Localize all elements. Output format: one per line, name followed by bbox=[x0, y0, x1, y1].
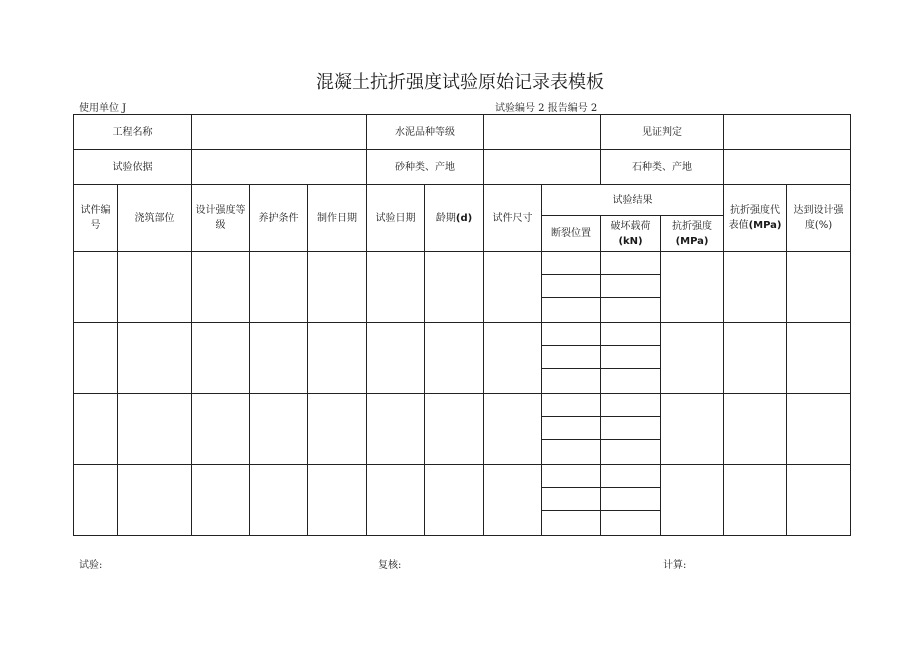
entry-cell[interactable] bbox=[787, 394, 851, 465]
entry-cell[interactable] bbox=[661, 394, 724, 465]
col-flex-strength bbox=[661, 216, 724, 252]
result-cell[interactable] bbox=[601, 346, 661, 369]
col-pct-design: 达到设计强度(%) bbox=[787, 185, 851, 252]
col-size: 试件尺寸 bbox=[484, 185, 542, 252]
entry-cell[interactable] bbox=[724, 323, 787, 394]
entry-cell[interactable] bbox=[250, 465, 308, 536]
stone-field[interactable] bbox=[724, 150, 851, 185]
result-cell[interactable] bbox=[601, 369, 661, 394]
entry-cell[interactable] bbox=[192, 394, 250, 465]
entry-cell[interactable] bbox=[192, 323, 250, 394]
footer-test-label: 试验: bbox=[79, 560, 103, 571]
entry-cell[interactable] bbox=[118, 323, 192, 394]
basis-field[interactable] bbox=[192, 150, 367, 185]
result-cell[interactable] bbox=[542, 298, 601, 323]
entry-cell[interactable] bbox=[367, 323, 425, 394]
footer-review-label: 复核: bbox=[378, 560, 402, 571]
entry-cell[interactable] bbox=[192, 252, 250, 323]
entry-cell[interactable] bbox=[425, 394, 484, 465]
entry-cell[interactable] bbox=[367, 394, 425, 465]
entry-cell[interactable] bbox=[74, 323, 118, 394]
entry-cell[interactable] bbox=[74, 465, 118, 536]
result-cell[interactable] bbox=[542, 323, 601, 346]
cement-grade-label: 水泥品种等级 bbox=[367, 115, 484, 150]
col-break-load bbox=[601, 216, 661, 252]
project-name-field[interactable] bbox=[192, 115, 367, 150]
result-cell[interactable] bbox=[601, 275, 661, 298]
result-cell[interactable] bbox=[542, 394, 601, 417]
entry-cell[interactable] bbox=[425, 465, 484, 536]
cement-grade-field[interactable] bbox=[484, 115, 601, 150]
col-rep-value bbox=[724, 185, 787, 252]
entry-cell[interactable] bbox=[484, 252, 542, 323]
col-rep-value-text: 抗折强度代表值 bbox=[728, 205, 781, 231]
result-cell[interactable] bbox=[542, 465, 601, 488]
col-flex-strength-text: 抗折强度 bbox=[672, 220, 713, 232]
col-make-date: 制作日期 bbox=[308, 185, 367, 252]
entry-cell[interactable] bbox=[484, 465, 542, 536]
entry-cell[interactable] bbox=[192, 465, 250, 536]
record-table bbox=[73, 114, 851, 536]
col-results: 试验结果 bbox=[542, 185, 724, 216]
entry-cell[interactable] bbox=[74, 252, 118, 323]
result-cell[interactable] bbox=[601, 511, 661, 536]
entry-cell[interactable] bbox=[250, 252, 308, 323]
witness-field[interactable] bbox=[724, 115, 851, 150]
entry-cell[interactable] bbox=[484, 394, 542, 465]
project-name-label: 工程名称 bbox=[74, 115, 192, 150]
entry-cell[interactable] bbox=[661, 323, 724, 394]
col-design-grade: 设计强度等级 bbox=[192, 185, 250, 252]
entry-cell[interactable] bbox=[724, 252, 787, 323]
entry-cell[interactable] bbox=[661, 252, 724, 323]
entry-cell[interactable] bbox=[724, 394, 787, 465]
entry-cell[interactable] bbox=[724, 465, 787, 536]
entry-cell[interactable] bbox=[250, 394, 308, 465]
number-label: 试验编号 2 报告编号 2 bbox=[495, 103, 598, 114]
entry-cell[interactable] bbox=[425, 323, 484, 394]
entry-cell[interactable] bbox=[484, 323, 542, 394]
table-row bbox=[74, 465, 851, 488]
result-cell[interactable] bbox=[601, 465, 661, 488]
entry-cell[interactable] bbox=[661, 465, 724, 536]
result-cell[interactable] bbox=[601, 394, 661, 417]
entry-cell[interactable] bbox=[308, 394, 367, 465]
stone-label: 石种类、产地 bbox=[601, 150, 724, 185]
info-row-2 bbox=[74, 150, 851, 185]
entry-cell[interactable] bbox=[787, 323, 851, 394]
result-cell[interactable] bbox=[601, 488, 661, 511]
result-cell[interactable] bbox=[542, 440, 601, 465]
entry-cell[interactable] bbox=[308, 252, 367, 323]
entry-cell[interactable] bbox=[250, 323, 308, 394]
entry-cell[interactable] bbox=[74, 394, 118, 465]
entry-cell[interactable] bbox=[787, 465, 851, 536]
entry-cell[interactable] bbox=[367, 252, 425, 323]
entry-cell[interactable] bbox=[308, 323, 367, 394]
entry-cell[interactable] bbox=[118, 394, 192, 465]
result-cell[interactable] bbox=[601, 440, 661, 465]
result-cell[interactable] bbox=[542, 275, 601, 298]
document-title: 混凝土抗折强度试验原始记录表模板 bbox=[316, 72, 604, 93]
witness-label: 见证判定 bbox=[601, 115, 724, 150]
entry-cell[interactable] bbox=[425, 252, 484, 323]
result-cell[interactable] bbox=[542, 252, 601, 275]
table-row bbox=[74, 323, 851, 346]
entry-cell[interactable] bbox=[308, 465, 367, 536]
result-cell[interactable] bbox=[601, 252, 661, 275]
entry-cell[interactable] bbox=[118, 465, 192, 536]
sand-field[interactable] bbox=[484, 150, 601, 185]
result-cell[interactable] bbox=[542, 511, 601, 536]
col-pour-location: 浇筑部位 bbox=[118, 185, 192, 252]
header-row-1 bbox=[74, 185, 851, 216]
col-break-load-unit: (kN) bbox=[618, 235, 643, 247]
table-row bbox=[74, 252, 851, 275]
result-cell[interactable] bbox=[601, 323, 661, 346]
col-age-unit: (d) bbox=[455, 212, 473, 224]
entry-cell[interactable] bbox=[118, 252, 192, 323]
col-specimen-no: 试件编号 bbox=[74, 185, 118, 252]
result-cell[interactable] bbox=[542, 488, 601, 511]
result-cell[interactable] bbox=[601, 298, 661, 323]
sand-label: 砂种类、产地 bbox=[367, 150, 484, 185]
col-rep-value-unit: (MPa) bbox=[748, 220, 782, 231]
col-break-load-text: 破坏载荷 bbox=[610, 220, 651, 232]
entry-cell[interactable] bbox=[367, 465, 425, 536]
col-age bbox=[425, 185, 484, 252]
info-row-1 bbox=[74, 115, 851, 150]
result-cell[interactable] bbox=[542, 369, 601, 394]
col-flex-strength-unit: (MPa) bbox=[675, 235, 709, 247]
col-curing: 养护条件 bbox=[250, 185, 308, 252]
result-cell[interactable] bbox=[542, 346, 601, 369]
result-cell[interactable] bbox=[542, 417, 601, 440]
result-cell[interactable] bbox=[601, 417, 661, 440]
basis-label: 试验依据 bbox=[74, 150, 192, 185]
col-age-text: 龄期 bbox=[435, 212, 456, 224]
col-test-date: 试验日期 bbox=[367, 185, 425, 252]
unit-label: 使用单位 J bbox=[79, 103, 127, 114]
entry-cell[interactable] bbox=[787, 252, 851, 323]
col-fracture-pos: 断裂位置 bbox=[542, 216, 601, 252]
footer-calc-label: 计算: bbox=[663, 560, 687, 571]
table-row bbox=[74, 394, 851, 417]
